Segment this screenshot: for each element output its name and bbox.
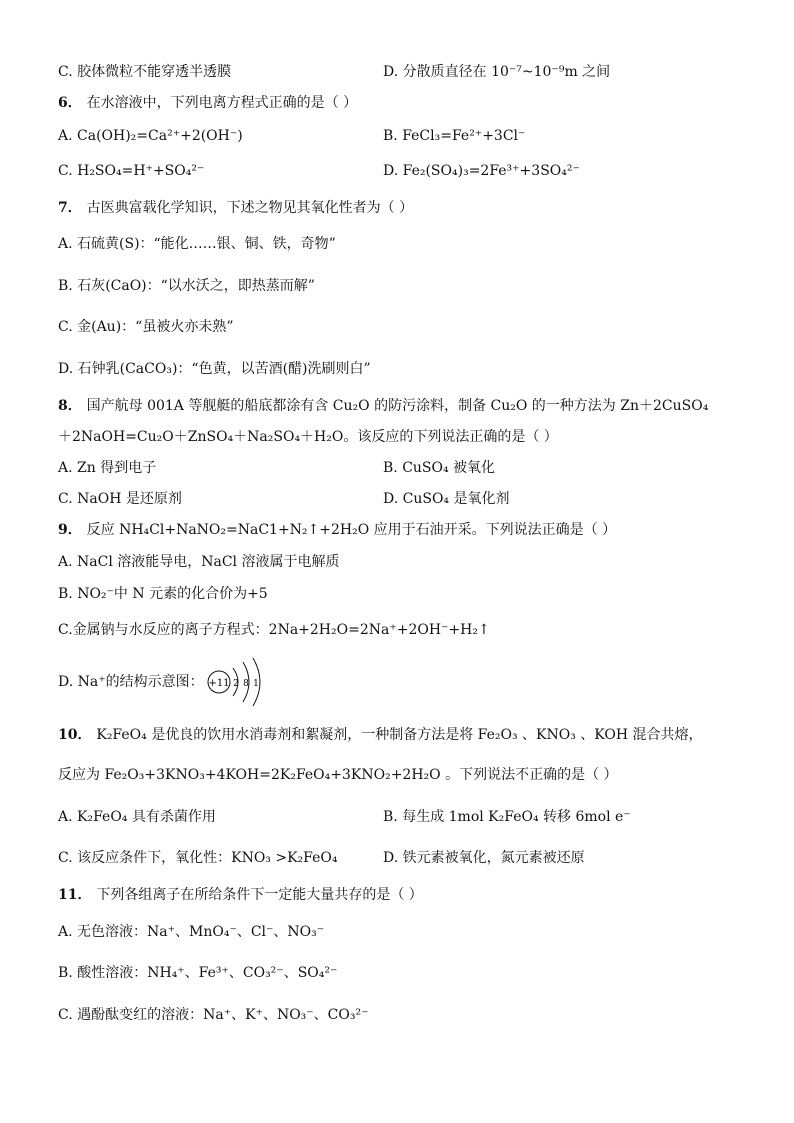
question-number: 7． (58, 200, 82, 216)
sodium-ion-structure-diagram (205, 656, 267, 708)
q11-option-b: B. 酸性溶液：NH₄⁺、Fe³⁺、CO₃²⁻、SO₄²⁻ (58, 965, 338, 981)
q10-option-c: C. 该反应条件下，氧化性：KNO₃ >K₂FeO₄ (58, 850, 338, 866)
q10-option-d: D. 铁元素被氧化，氮元素被还原 (383, 850, 585, 866)
q8-option-b: B. CuSO₄ 被氧化 (383, 460, 496, 476)
question-8 (58, 397, 708, 415)
question-number: 10． (58, 727, 92, 743)
question-10 (58, 726, 703, 744)
question-text: 在水溶液中，下列电离方程式正确的是（ ） (86, 95, 358, 111)
question-number: 9． (58, 522, 82, 538)
q10-option-b: B. 每生成 1mol K₂FeO₄ 转移 6mol e⁻ (383, 809, 631, 825)
q9-option-a: A. NaCl 溶液能导电，NaCl 溶液属于电解质 (58, 554, 340, 570)
question-6 (58, 94, 357, 112)
q9-option-d-text: D. Na⁺的结构示意图： (58, 674, 204, 690)
question-11 (58, 886, 423, 904)
q9-option-c: C.金属钠与水反应的离子方程式：2Na+2H₂O=2Na⁺+2OH⁻+H₂↑ (58, 622, 490, 638)
question-text: 国产航母 001A 等舰艇的船底都涂有含 Cu₂O 的防污涂料，制备 Cu₂O 的一种方法为 Zn＋2CuSO₄ (86, 398, 709, 414)
q6-option-a: A. Ca(OH)₂=Ca²⁺+2(OH⁻) (58, 128, 243, 144)
question-number: 11． (58, 887, 92, 903)
shell-electrons-3: 1 (253, 679, 259, 689)
q7-option-c: C. 金(Au)：“虽被火亦未熟” (58, 319, 234, 335)
shell-electrons-2: 8 (243, 679, 249, 689)
q7-option-d: D. 石钟乳(CaCO₃)：“色黄，以苦酒(醋)洗刷则白” (58, 361, 371, 377)
question-9 (58, 521, 616, 539)
question-text: 古医典富载化学知识，下述之物见其氧化性者为（ ） (86, 200, 414, 216)
q10-option-a: A. K₂FeO₄ 具有杀菌作用 (58, 809, 216, 825)
q11-option-c: C. 遇酚酞变红的溶液：Na⁺、K⁺、NO₃⁻、CO₃²⁻ (58, 1007, 369, 1023)
question-10-cont: 反应为 Fe₂O₃+3KNO₃+4KOH=2K₂FeO₄+3KNO₂+2H₂O 。下列说法不正确的是（ ） (58, 767, 618, 783)
q7-option-a: A. 石硫黄(S)：“能化……银、铜、铁，奇物” (58, 236, 336, 252)
question-number: 6． (58, 95, 82, 111)
q8-option-d: D. CuSO₄ 是氧化剂 (383, 491, 510, 507)
question-8-cont: ＋2NaOH=Cu₂O＋ZnSO₄＋Na₂SO₄＋H₂O。该反应的下列说法正确的是（ ） (58, 429, 558, 445)
question-number: 8． (58, 398, 82, 414)
q9-option-d (58, 673, 204, 691)
question-text: K₂FeO₄ 是优良的饮用水消毒剂和絮凝剂，一种制备方法是将 Fe₂O₃ 、KNO₃ 、KOH 混合共熔， (96, 727, 703, 743)
option-d-prev: D. 分散质直径在 10⁻⁷~10⁻⁹m 之间 (383, 64, 611, 80)
q6-option-c: C. H₂SO₄=H⁺+SO₄²⁻ (58, 163, 205, 179)
shell-electrons-1: 2 (233, 679, 239, 689)
q6-option-b: B. FeCl₃=Fe²⁺+3Cl⁻ (383, 128, 526, 144)
option-c-prev: C. 胶体微粒不能穿透半透膜 (58, 64, 232, 80)
question-7 (58, 199, 413, 217)
nucleus-charge: +11 (208, 678, 230, 689)
q8-option-a: A. Zn 得到电子 (58, 460, 157, 476)
question-text: 下列各组离子在所给条件下一定能大量共存的是（ ） (96, 887, 423, 903)
q6-option-d: D. Fe₂(SO₄)₃=2Fe³⁺+3SO₄²⁻ (383, 163, 580, 179)
q8-option-c: C. NaOH 是还原剂 (58, 491, 182, 507)
q11-option-a: A. 无色溶液：Na⁺、MnO₄⁻、Cl⁻、NO₃⁻ (58, 924, 325, 940)
question-text: 反应 NH₄Cl+NaNO₂=NaC1+N₂↑+2H₂O 应用于石油开采。下列说法正确是（ ） (86, 522, 617, 538)
q9-option-b: B. NO₂⁻中 N 元素的化合价为+5 (58, 586, 268, 602)
q7-option-b: B. 石灰(CaO)：“以水沃之，即热蒸而解” (58, 278, 315, 294)
